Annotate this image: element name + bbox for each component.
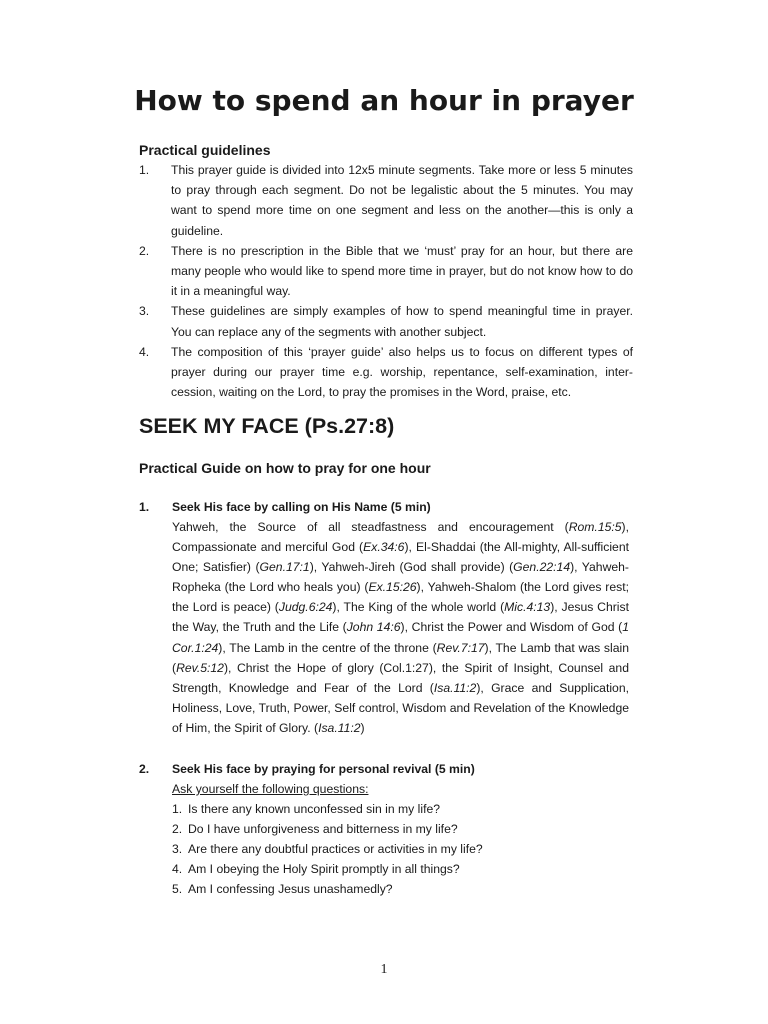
guideline-item [139, 160, 633, 241]
segment-text: ), The Lamb that was slain ( [172, 640, 629, 675]
scripture-reference: Isa.11:2 [318, 720, 361, 735]
scripture-reference: Gen.22:14 [513, 560, 571, 575]
question-number: 1. [172, 802, 183, 816]
scripture-reference: 1 Cor.1:24 [172, 620, 629, 655]
question-number: 2. [172, 822, 183, 836]
segment-body [172, 517, 629, 738]
guideline-number: 3. [139, 304, 150, 319]
question-number: 3. [172, 842, 183, 856]
guideline-item [139, 301, 633, 341]
section-title: SEEK MY FACE (Ps.27:8) [139, 414, 395, 438]
section-subtitle: Practical Guide on how to pray for one hour [139, 460, 431, 476]
question-list [172, 799, 483, 899]
question-item [172, 879, 483, 899]
scripture-reference: John 14:6 [346, 620, 401, 635]
guidelines-list [139, 160, 633, 402]
scripture-reference: Gen.17:1 [259, 560, 310, 575]
segment-text: ), The Lamb in the centre of the throne ( [218, 640, 437, 655]
scripture-reference: Rev.7:17 [436, 640, 485, 655]
segment-heading: Seek His face by praying for personal revival (5 min) [172, 762, 475, 776]
guideline-number: 1. [139, 163, 150, 177]
question-text: Is there any known unconfessed sin in my life? [188, 802, 441, 816]
segment-text: ), Jesus Christ the Way, the Truth and the Life ( [172, 600, 629, 635]
scripture-reference: Judg.6:24 [278, 600, 333, 615]
question-item [172, 799, 483, 819]
guidelines-heading: Practical guidelines [139, 142, 271, 158]
segment-text: ), Christ the Hope of glory (Col.1:27), the Spirit of Insight, Counsel and Strength, Knowledge and Fear of the Lord ( [172, 660, 629, 695]
guideline-text: This prayer guide is divided into 12x5 minute segments. Take more or less 5 minutes to pray through each segment. Do not be legalistic about the 5 minutes. You may want to spend more time on one segment and less on the another—this is only a guideline. [171, 163, 633, 238]
segment-text: ), Compassionate and merciful God ( [172, 520, 629, 555]
document-title: How to spend an hour in prayer [134, 84, 634, 117]
segment-text: ) [360, 720, 365, 735]
question-item [172, 819, 483, 839]
segment-text: Yahweh, the Source of all steadfastness and encouragement ( [172, 520, 569, 534]
segment-text: ), The King of the whole world ( [332, 600, 505, 615]
guideline-item [139, 342, 633, 403]
question-number: 5. [172, 882, 183, 896]
scripture-reference: Ex.15:26 [368, 580, 417, 595]
segment-text: ), Christ the Power and Wisdom of God ( [400, 620, 623, 635]
guideline-text: These guidelines are simply examples of how to spend meaningful time in prayer. You can replace any of the segments with another subject. [171, 304, 633, 339]
question-text: Am I obeying the Holy Spirit promptly in all things? [188, 862, 460, 876]
segment-text: ), El-Shaddai (the All-mighty, All-sufficient One; Satisfier) ( [172, 540, 629, 575]
question-item [172, 839, 483, 859]
segment-text: ), Yahweh-Jireh (God shall provide) ( [309, 560, 514, 575]
segment-text: ), Grace and Supplication, Holiness, Love, Truth, Power, Self control, Wisdom and Revelation of the Knowledge of Him, the Spirit of Glory. ( [172, 680, 629, 735]
scripture-reference: Mic.4:13 [504, 600, 551, 615]
questions-intro: Ask yourself the following questions: [172, 782, 369, 796]
page-number: 1 [380, 962, 388, 977]
scripture-reference: Rev.5:12 [176, 660, 224, 675]
segment-text: ), Yahweh-Ropheka (the Lord who heals you) ( [172, 560, 629, 595]
question-number: 4. [172, 862, 183, 876]
guideline-item [139, 241, 633, 302]
question-item [172, 859, 483, 879]
segment-number: 2. [139, 762, 150, 776]
question-text: Are there any doubtful practices or activities in my life? [188, 842, 483, 856]
scripture-reference: Rom.15:5 [568, 520, 622, 534]
guideline-number: 2. [139, 243, 150, 258]
scripture-reference: Isa.11:2 [433, 680, 477, 695]
segment-text: ), Yahweh-Shalom (the Lord gives rest; the Lord is peace) ( [172, 580, 629, 615]
guideline-number: 4. [139, 344, 150, 359]
segment-heading: Seek His face by calling on His Name (5 min) [172, 500, 431, 514]
guideline-text: The composition of this ‘prayer guide’ also helps us to focus on different types of prayer during our prayer time e.g. worship, repentance, self-examination, inter-cession, waiting on the Lord, to pray the promises in the Word, praise, etc. [171, 344, 633, 400]
question-text: Do I have unforgiveness and bitterness in my life? [188, 822, 458, 836]
guideline-text: There is no prescription in the Bible that we ‘must’ pray for an hour, but there are many people who would like to spend more time in prayer, but do not know how to do it in a meaningful way. [171, 243, 633, 299]
question-text: Am I confessing Jesus unashamedly? [188, 882, 393, 896]
segment-number: 1. [139, 500, 150, 514]
scripture-reference: Ex.34:6 [363, 540, 405, 555]
